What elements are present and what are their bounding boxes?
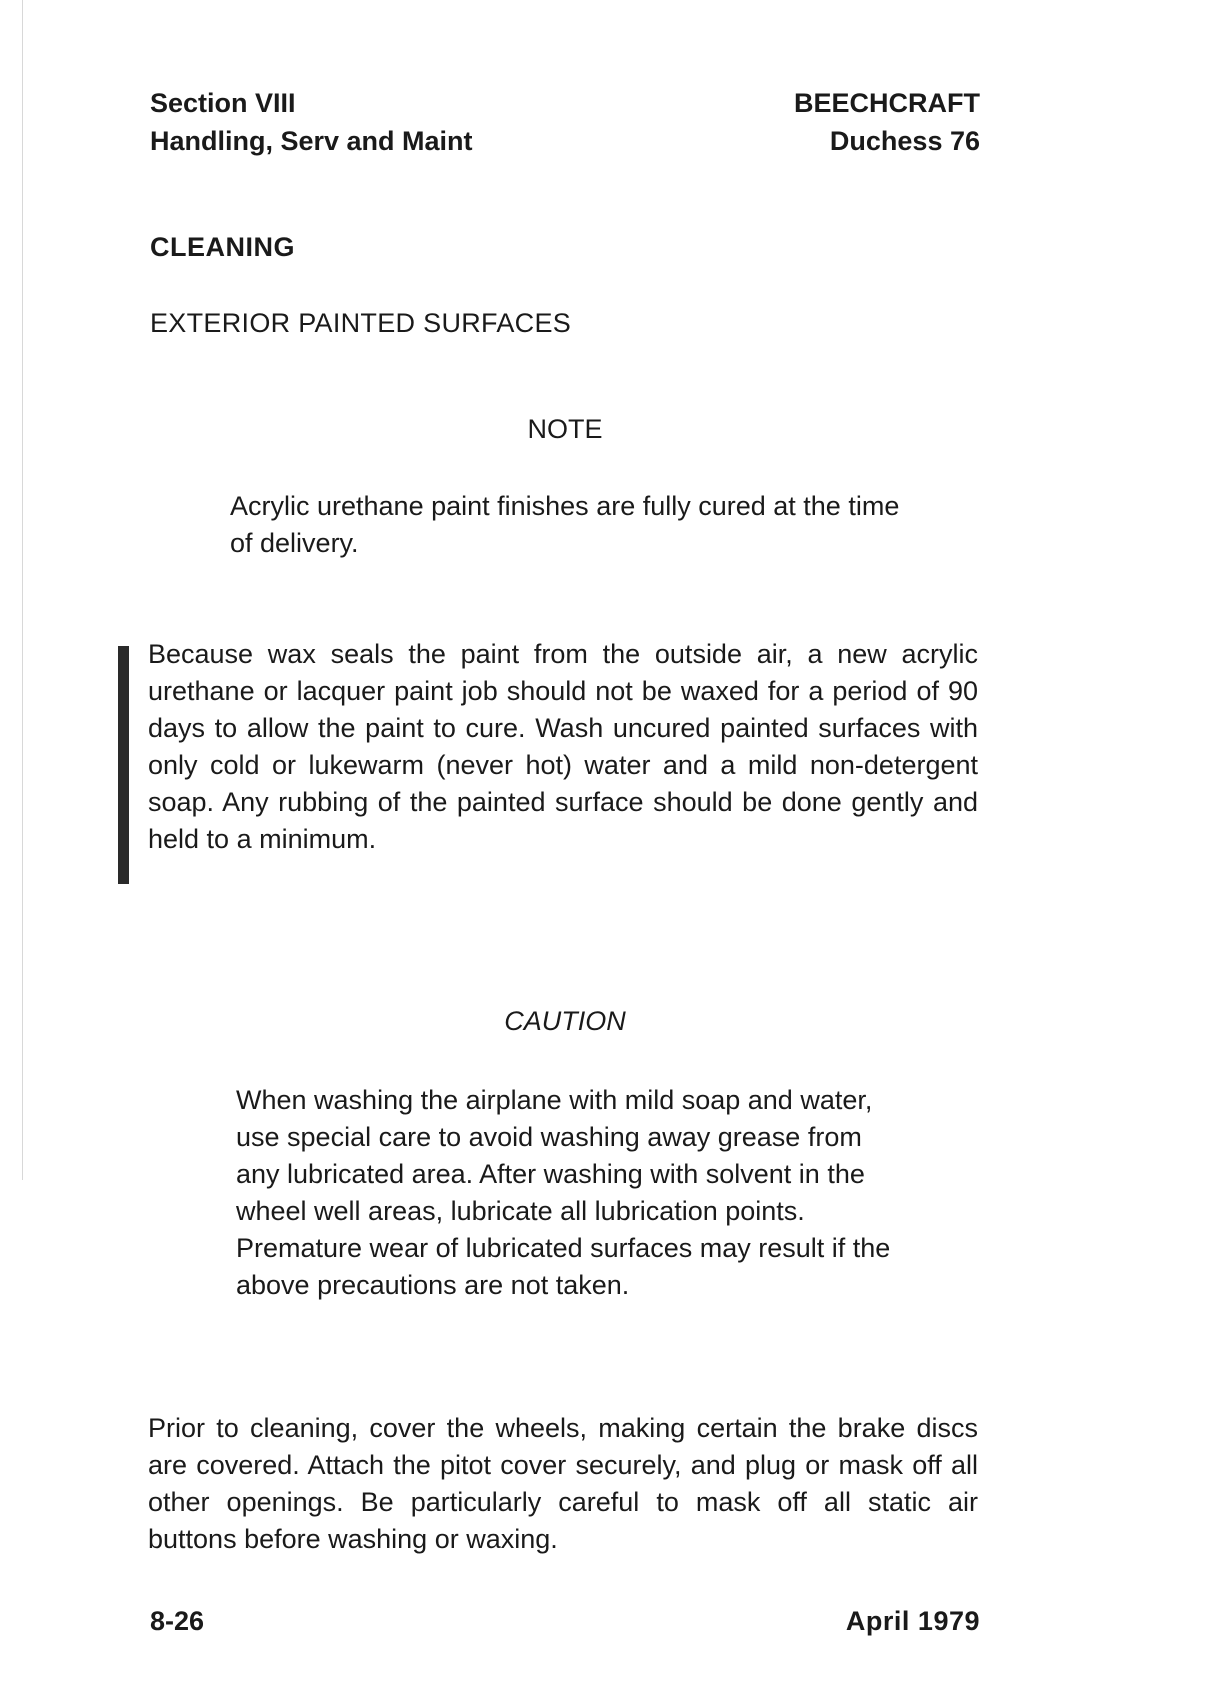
subsection-title: EXTERIOR PAINTED SURFACES bbox=[150, 308, 572, 338]
note-heading: NOTE bbox=[527, 414, 603, 444]
page-number: 8-26 bbox=[150, 1606, 205, 1636]
wax-paragraph: Because wax seals the paint from the outside air, a new acrylic urethane or lacquer paint job should not be waxed for a period of 90 days to allow the paint to cure. Wash uncured painted surfaces with only cold or lukewarm (never hot) water and a mild non-detergent soap. Any rubbing of the painted surface should be done gently and held to a minimum. bbox=[148, 639, 978, 854]
brand-name: BEECHCRAFT bbox=[794, 88, 980, 118]
caution-text: When washing the airplane with mild soap and water, use special care to avoid washing away grease from any lubricated area. After washing with solvent in the wheel well areas, lubricate all lubrication points. Premature wear of lubricated surfaces may result if the above precautions are not taken. bbox=[236, 1085, 891, 1300]
section-label: Section VIII bbox=[150, 88, 296, 118]
caution-heading: CAUTION bbox=[504, 1006, 626, 1036]
model-name: Duchess 76 bbox=[829, 126, 980, 156]
note-text: Acrylic urethane paint finishes are fully cured at the time of delivery. bbox=[230, 491, 900, 558]
scan-edge-line bbox=[22, 0, 23, 1180]
section-title: CLEANING bbox=[150, 232, 295, 262]
section-subtitle: Handling, Serv and Maint bbox=[150, 126, 473, 156]
revision-date: April 1979 bbox=[845, 1606, 980, 1636]
cleaning-prep-paragraph: Prior to cleaning, cover the wheels, making certain the brake discs are covered. Attach the pitot cover securely, and plug or mask off all other openings. Be particularly careful to mask off all static air buttons before washing or waxing. bbox=[148, 1413, 978, 1554]
header-left bbox=[150, 84, 473, 160]
header-right bbox=[794, 84, 980, 160]
revision-change-bar bbox=[118, 646, 129, 884]
